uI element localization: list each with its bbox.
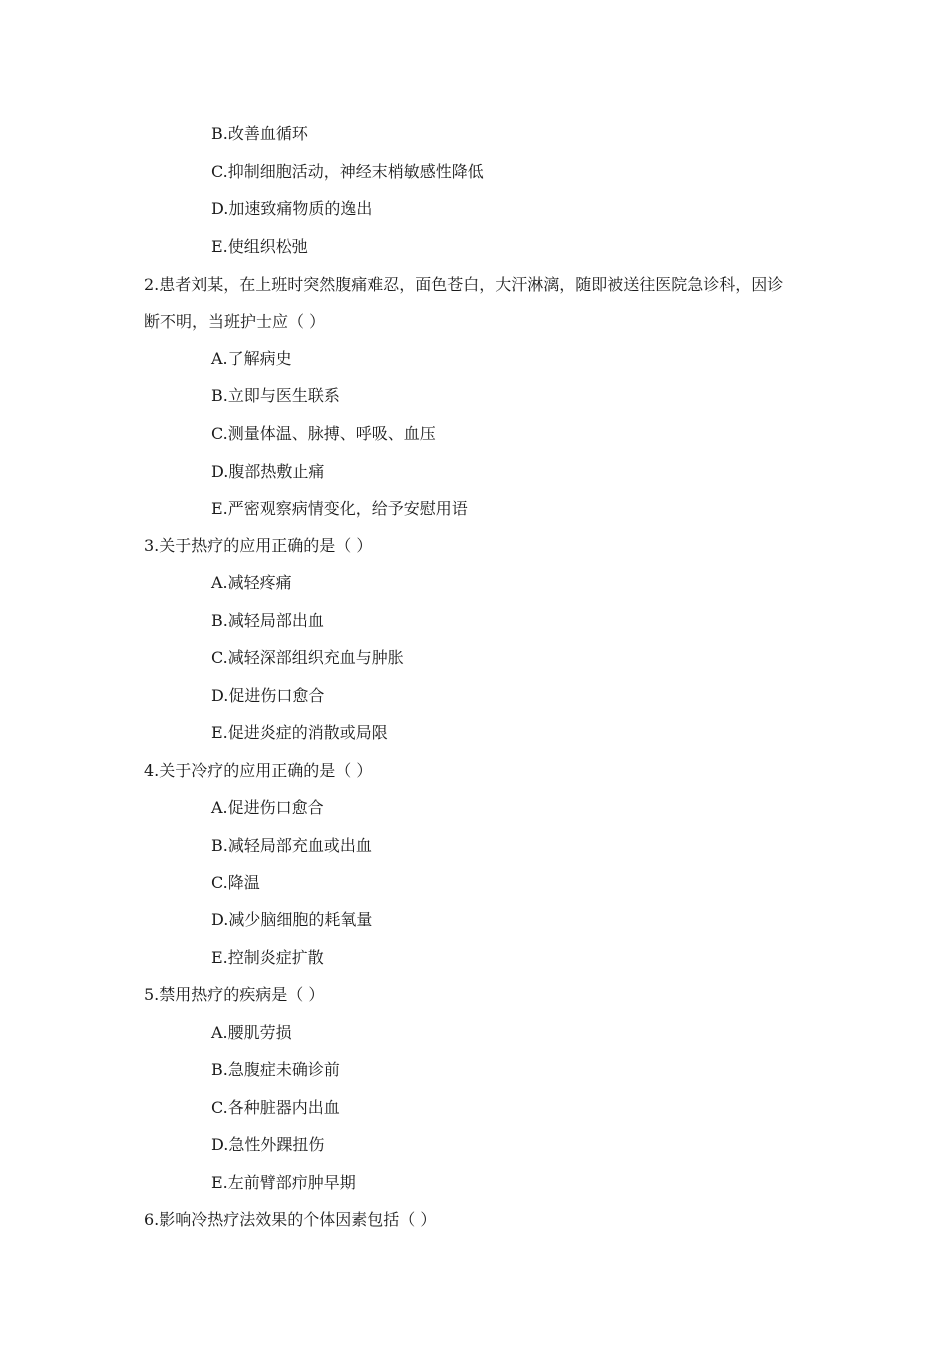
- option-e: E.控制炎症扩散: [211, 948, 324, 967]
- option-e: E.促进炎症的消散或局限: [211, 723, 388, 742]
- question-2-text: 2.患者刘某，在上班时突然腹痛难忍，面色苍白，大汗淋漓，随即被送往医院急诊科，因诊: [144, 275, 784, 294]
- option-a: A.促进伤口愈合: [211, 798, 324, 817]
- option-a: A.腰肌劳损: [211, 1023, 292, 1042]
- option-d: D.急性外踝扭伤: [211, 1135, 325, 1154]
- option-d: D.减少脑细胞的耗氧量: [211, 910, 373, 929]
- option-d: D.促进伤口愈合: [211, 686, 325, 705]
- option-c: C.降温: [211, 873, 260, 892]
- option-a: A.了解病史: [211, 349, 292, 368]
- question-5-text: 5.禁用热疗的疾病是（ ）: [144, 985, 325, 1004]
- option-c: C.抑制细胞活动，神经末梢敏感性降低: [211, 162, 484, 181]
- question-2-text-cont: 断不明，当班护士应（ ）: [144, 312, 326, 331]
- option-e: E.严密观察病情变化，给予安慰用语: [211, 499, 468, 518]
- option-b: B.减轻局部充血或出血: [211, 836, 372, 855]
- option-d: D.加速致痛物质的逸出: [211, 199, 373, 218]
- option-e: E.使组织松弛: [211, 237, 308, 256]
- option-b: B.急腹症未确诊前: [211, 1060, 340, 1079]
- question-6-text: 6.影响冷热疗法效果的个体因素包括（ ）: [144, 1210, 437, 1229]
- option-b: B.立即与医生联系: [211, 386, 340, 405]
- option-c: C.各种脏器内出血: [211, 1098, 340, 1117]
- option-a: A.减轻疼痛: [211, 573, 292, 592]
- option-b: B.改善血循环: [211, 124, 308, 143]
- question-3-text: 3.关于热疗的应用正确的是（ ）: [144, 536, 373, 555]
- option-c: C.测量体温、脉搏、呼吸、血压: [211, 424, 436, 443]
- option-d: D.腹部热敷止痛: [211, 462, 325, 481]
- option-e: E.左前臂部疖肿早期: [211, 1173, 356, 1192]
- option-b: B.减轻局部出血: [211, 611, 324, 630]
- option-c: C.减轻深部组织充血与肿胀: [211, 648, 404, 667]
- question-4-text: 4.关于冷疗的应用正确的是（ ）: [144, 761, 373, 780]
